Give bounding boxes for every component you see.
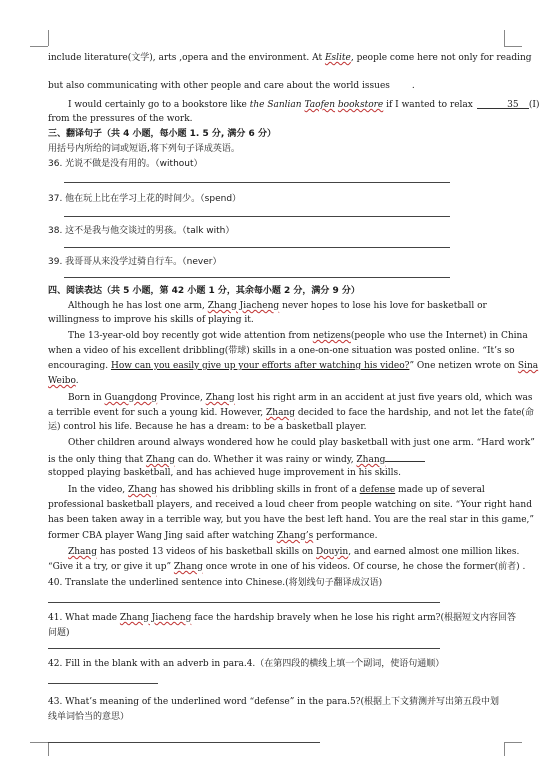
passage-line bbox=[48, 113, 506, 125]
text: include literature(文学), arts ,opera and the environment. At bbox=[48, 53, 325, 63]
text: decided to face the hardship, and not let the fate(命 bbox=[295, 408, 534, 418]
crop-mark-bottom-left-v bbox=[48, 742, 49, 756]
word-zhang: Zhang bbox=[173, 562, 203, 572]
text: . bbox=[75, 376, 79, 386]
question-39: 39. 我哥哥从来没学过骑自行车。（never） bbox=[48, 257, 222, 267]
crop-mark-top-left-h bbox=[30, 46, 48, 47]
blank-number: 35 bbox=[507, 100, 519, 110]
text: face the hardship bravely when he lose his right arm?(根据短文内容回答 bbox=[191, 613, 517, 623]
text: once wrote in one of his videos. Of course, he chose the former(前者) . bbox=[202, 562, 526, 572]
text: , people come here not only for reading bbox=[350, 53, 532, 63]
section3-instruction: 用括号内所给的词或短语,将下列句子译成英语。 bbox=[48, 144, 240, 154]
text: In the video, bbox=[68, 485, 129, 495]
p3-line bbox=[48, 392, 533, 404]
word-zhang: Zhang bbox=[68, 547, 97, 557]
p4-line: stopped playing basketball, and has achieved huge improvement in his skills. bbox=[48, 468, 401, 478]
text: but also communicating with other people and care about the world issues bbox=[48, 81, 390, 91]
brand-bookstore: bookstore bbox=[337, 100, 384, 110]
word-zhang: Zhang bbox=[356, 455, 386, 465]
crop-mark-bottom-left-h bbox=[30, 742, 48, 743]
underlined-word-defense: defense bbox=[359, 485, 396, 495]
text: encouraging. bbox=[48, 361, 111, 371]
text: from the pressures of the work. bbox=[48, 114, 193, 124]
passage-line bbox=[48, 99, 540, 111]
text: has posted 13 videos of his basketball skills on bbox=[96, 547, 317, 557]
word-guangdong: Guangdong bbox=[104, 393, 158, 403]
text: . bbox=[411, 81, 415, 91]
text: Although he has lost one arm, bbox=[68, 301, 208, 311]
text: Born in bbox=[68, 393, 105, 403]
word-weibo: Weibo bbox=[48, 376, 76, 386]
brand-eslite: Eslite bbox=[324, 53, 351, 63]
text: I would certainly go to a bookstore like bbox=[68, 100, 250, 110]
p3-line: 运) control his life. Because he has a dream: to be a basketball player. bbox=[48, 422, 367, 432]
p2-line bbox=[48, 360, 539, 372]
crop-mark-top-right-v bbox=[504, 30, 505, 46]
word-zhang: Zhang bbox=[128, 485, 157, 495]
text: “Give it a try, or give it up” bbox=[48, 562, 174, 572]
p5-line bbox=[48, 484, 506, 496]
p2-line: when a video of his excellent dribbling(带球) skills in a one-on-one situation was posted online. “It’s so bbox=[48, 346, 515, 356]
p4-line: Other children around always wondered how he could play basketball with just one arm. “Hard work” bbox=[68, 438, 535, 448]
text: never hopes to lose his love for basketball or bbox=[279, 301, 487, 311]
question-41 bbox=[48, 612, 517, 624]
answer-line-36[interactable] bbox=[64, 182, 450, 183]
crop-mark-bottom-right-h bbox=[504, 742, 522, 743]
answer-line-37[interactable] bbox=[64, 216, 450, 217]
p5-line: has been taken away in a terrible way, but you have the best left hand. You are the real star in this game,” bbox=[48, 515, 535, 525]
section3-title: 三、翻译句子（共 4 小题，每小题 1. 5 分, 满分 6 分） bbox=[48, 129, 276, 139]
word-zhang: Zhang bbox=[266, 408, 296, 418]
text: (people who use the Internet) in China bbox=[350, 331, 528, 341]
brand-taofen: Taofen bbox=[304, 100, 336, 110]
word-netizens: netizens bbox=[312, 331, 351, 341]
word-zhang: Zhang bbox=[145, 455, 175, 465]
p5-line: professional basketball players, and received a loud cheer from people watching on site. “Your right hand bbox=[48, 500, 532, 510]
answer-line-41[interactable] bbox=[48, 648, 440, 649]
answer-line-42[interactable] bbox=[48, 683, 158, 684]
p5-line bbox=[48, 530, 506, 542]
text: a terrible event for such a young kid. However, bbox=[48, 408, 267, 418]
passage-line bbox=[48, 80, 506, 92]
blank-35[interactable] bbox=[477, 99, 529, 109]
question-42: 42. Fill in the blank with an adverb in para.4.（在第四段的横线上填一个副词，使语句通顺） bbox=[48, 659, 445, 669]
p6-line bbox=[48, 546, 520, 558]
text: , and earned almost one million likes. bbox=[348, 547, 520, 557]
crop-mark-top-right-h bbox=[504, 46, 522, 47]
p6-line bbox=[48, 561, 526, 573]
name-zhang-jiacheng: Zhang Jiacheng bbox=[119, 613, 192, 623]
answer-line-39[interactable] bbox=[64, 277, 450, 278]
section4-title: 四、阅读表达（共 5 小题，第 42 小题 1 分，其余每小题 2 分，满分 9 分） bbox=[48, 286, 360, 296]
p3-line bbox=[48, 407, 534, 419]
question-41: 问题) bbox=[48, 628, 70, 638]
question-40: 40. Translate the underlined sentence into Chinese.(将划线句子翻译成汉语) bbox=[48, 578, 383, 588]
crop-mark-bottom-right-v bbox=[504, 742, 505, 756]
passage-line bbox=[48, 52, 532, 64]
brand-sanlian: the Sanlian bbox=[249, 100, 302, 110]
p4-line bbox=[48, 452, 506, 466]
crop-mark-top-left-v bbox=[48, 30, 49, 46]
p1-line: willingness to improve his skills of playing it. bbox=[48, 315, 254, 325]
p1-line bbox=[48, 300, 506, 312]
name-zhang-jiacheng: Zhang Jiacheng bbox=[207, 301, 280, 311]
answer-line-40[interactable] bbox=[48, 602, 440, 603]
text: Province, bbox=[157, 393, 206, 403]
text: former CBA player Wang Jing said after watching bbox=[48, 531, 277, 541]
question-37: 37. 他在玩上比在学习上花的时间少。（spend） bbox=[48, 194, 242, 204]
word-zhangs: Zhang’s bbox=[276, 531, 314, 541]
question-43: 43. What’s meaning of the underlined word “defense” in the para.5?(根据上下文猜测并写出第五段中划 bbox=[48, 697, 500, 707]
text: The 13-year-old boy recently got wide attention from bbox=[68, 331, 313, 341]
text: performance. bbox=[313, 531, 378, 541]
text: made up of several bbox=[395, 485, 485, 495]
text: is the only thing that bbox=[48, 455, 146, 465]
p2-line bbox=[48, 375, 506, 387]
question-38: 38. 这不是我与他交谈过的男孩。（talk with） bbox=[48, 226, 235, 236]
underlined-sentence: How can you easily give up your efforts after watching his video? bbox=[110, 361, 410, 371]
answer-line-43[interactable] bbox=[48, 742, 320, 743]
text: 41. What made bbox=[48, 613, 120, 623]
p2-line bbox=[48, 330, 528, 342]
word-sina: Sina bbox=[517, 361, 539, 371]
question-43: 线单词恰当的意思） bbox=[48, 712, 130, 722]
text: can do. Whether it was rainy or windy, bbox=[174, 455, 357, 465]
text: lost his right arm in an accident at just five years old, which was bbox=[234, 393, 533, 403]
blank-adverb[interactable] bbox=[385, 452, 425, 462]
text: if I wanted to relax bbox=[383, 100, 473, 110]
word-zhang: Zhang bbox=[205, 393, 235, 403]
text: has showed his dribbling skills in front of a bbox=[157, 485, 360, 495]
word-douyin: Douyin bbox=[316, 547, 349, 557]
question-36: 36. 光说不做是没有用的。（without） bbox=[48, 159, 203, 169]
answer-line-38[interactable] bbox=[64, 247, 450, 248]
text: (I) bbox=[528, 100, 540, 110]
text: ” One netizen wrote on bbox=[409, 361, 518, 371]
